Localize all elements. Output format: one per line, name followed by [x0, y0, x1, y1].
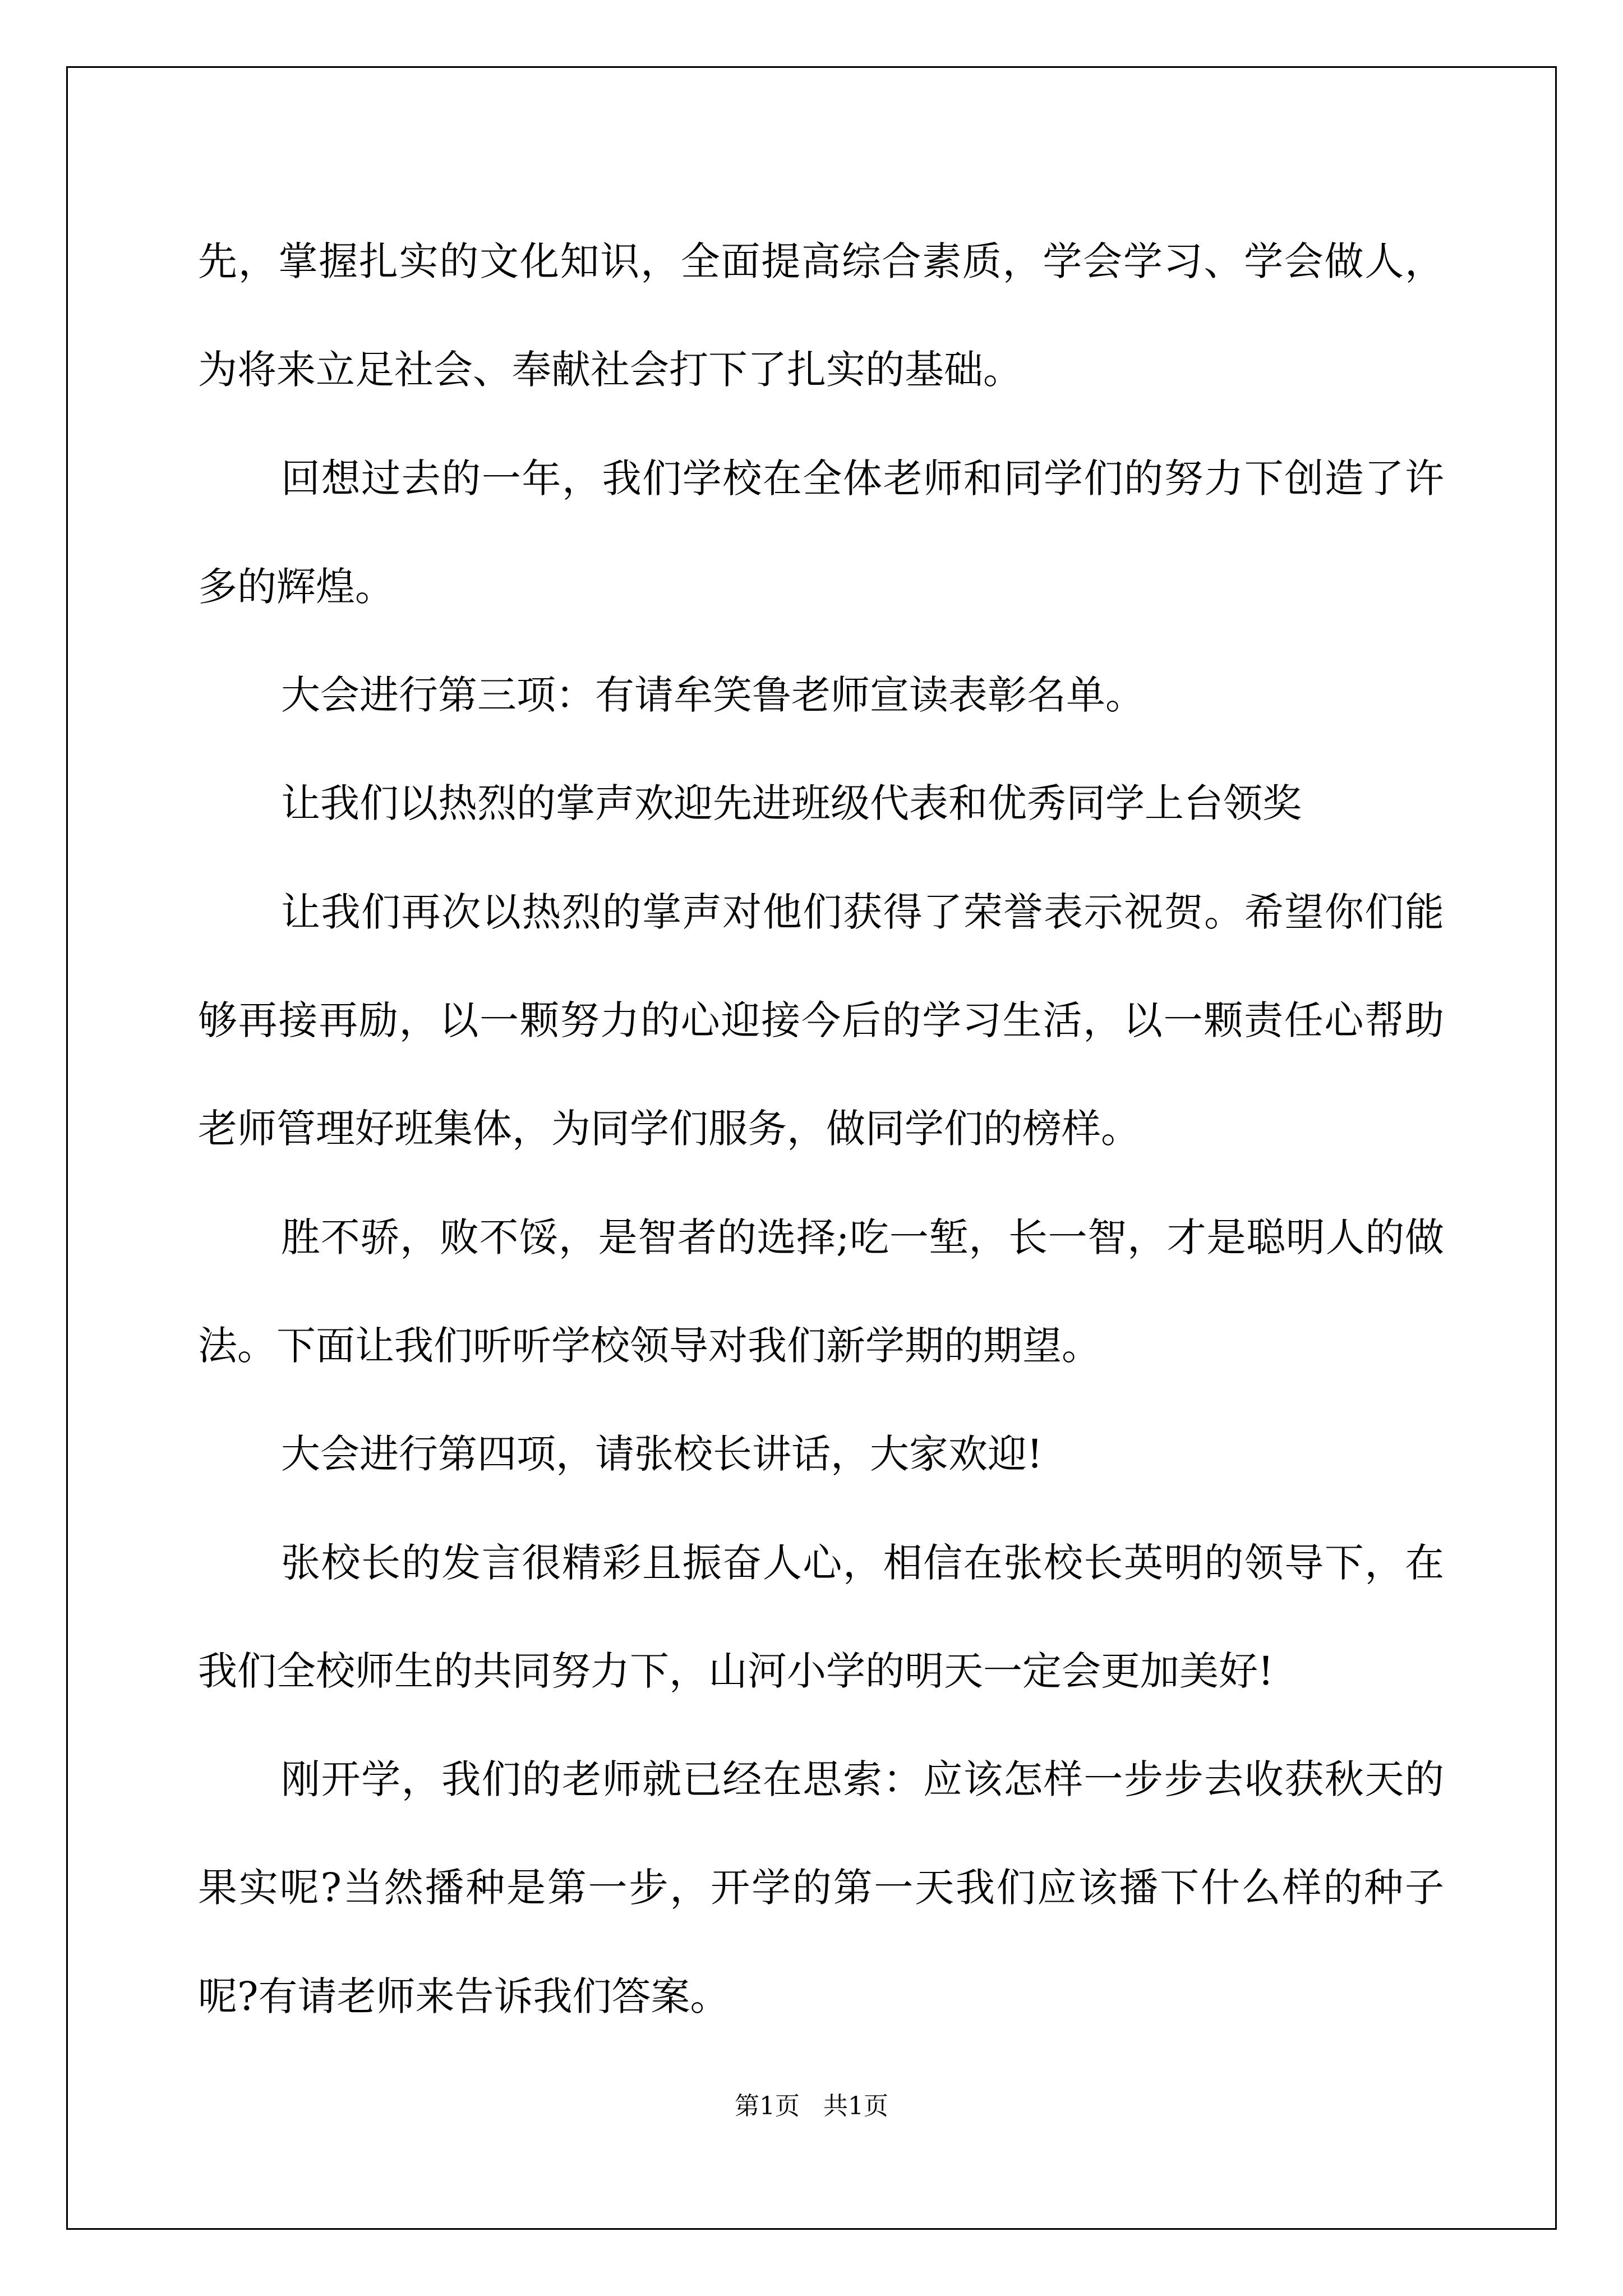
paragraph: 张校长的发言很精彩且振奋人心，相信在张校长英明的领导下，在我们全校师生的共同努力下，山河小学的明天一定会更加美好! — [198, 1539, 1444, 1694]
page-number-footer: 第1页 共1页 — [735, 2092, 888, 2120]
paragraph: 大会进行第三项：有请牟笑鲁老师宣读表彰名单。 — [281, 672, 1145, 719]
paragraph: 让我们再次以热烈的掌声对他们获得了荣誉表示祝贺。希望你们能够再接再励，以一颗努力的心迎接今后的学习生活，以一颗责任心帮助老师管理好班集体，为同学们服务，做同学们的榜样。 — [198, 889, 1444, 1152]
paragraph: 回想过去的一年，我们学校在全体老师和同学们的努力下创造了许多的辉煌。 — [198, 455, 1444, 610]
paragraph: 刚开学，我们的老师就已经在思索：应该怎样一步步去收获秋天的果实呢?当然播种是第一步，开学的第一天我们应该播下什么样的种子呢?有请老师来告诉我们答案。 — [198, 1756, 1444, 2019]
paragraph: 先，掌握扎实的文化知识，全面提高综合素质，学会学习、学会做人，为将来立足社会、奉献社会打下了扎实的基础。 — [198, 238, 1444, 393]
paragraph: 让我们以热烈的掌声欢迎先进班级代表和优秀同学上台领奖 — [281, 780, 1302, 827]
paragraph: 大会进行第四项，请张校长讲话，大家欢迎! — [281, 1431, 1043, 1478]
paragraph: 胜不骄，败不馁，是智者的选择;吃一堑，长一智，才是聪明人的做法。下面让我们听听学校领导对我们新学期的期望。 — [198, 1214, 1444, 1369]
document-body — [198, 208, 1444, 2051]
